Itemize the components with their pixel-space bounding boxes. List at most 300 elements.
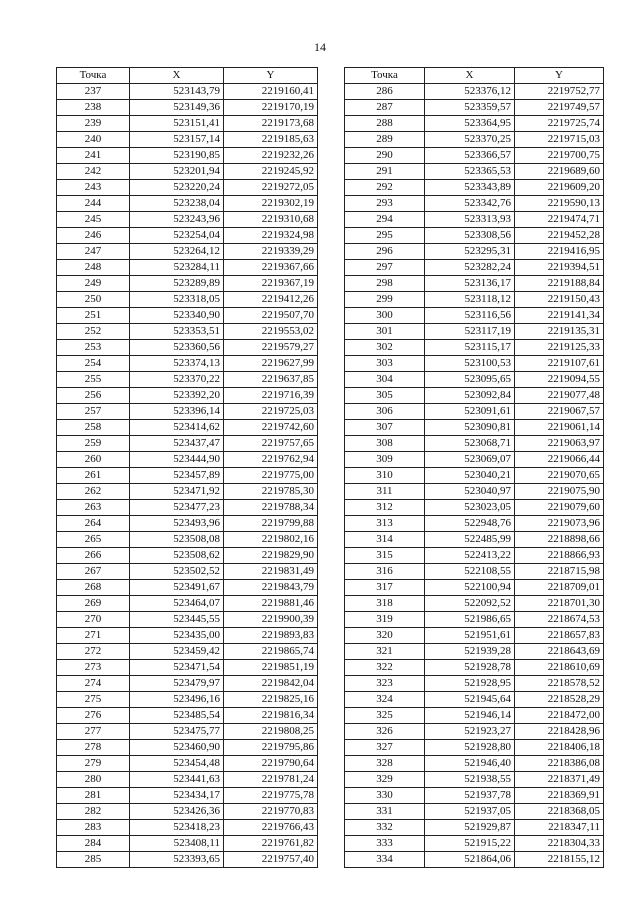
x-coordinate-cell: 523493,96 <box>130 516 224 532</box>
table-row <box>345 212 604 228</box>
y-coordinate-cell: 2219077,48 <box>515 388 604 404</box>
table-row <box>345 836 604 852</box>
table-row <box>57 532 318 548</box>
x-coordinate-cell: 523040,97 <box>425 484 515 500</box>
x-coordinate-cell: 522100,94 <box>425 580 515 596</box>
x-coordinate-cell: 523408,11 <box>130 836 224 852</box>
x-coordinate-cell: 523151,41 <box>130 116 224 132</box>
point-number-cell: 317 <box>345 580 425 596</box>
table-row <box>345 372 604 388</box>
y-coordinate-cell: 2218866,93 <box>515 548 604 564</box>
table-row <box>345 148 604 164</box>
table-row <box>345 244 604 260</box>
page-number: 14 <box>314 40 326 54</box>
point-number-cell: 313 <box>345 516 425 532</box>
table-row <box>57 628 318 644</box>
table-row <box>57 132 318 148</box>
x-coordinate-cell: 523437,47 <box>130 436 224 452</box>
header-x: X <box>425 68 515 84</box>
y-coordinate-cell: 2219637,85 <box>224 372 318 388</box>
point-number-cell: 275 <box>57 692 130 708</box>
x-coordinate-cell: 523201,94 <box>130 164 224 180</box>
point-number-cell: 300 <box>345 308 425 324</box>
point-number-cell: 273 <box>57 660 130 676</box>
point-number-cell: 296 <box>345 244 425 260</box>
x-coordinate-cell: 523343,89 <box>425 180 515 196</box>
header-point: Точка <box>345 68 425 84</box>
table-row <box>345 516 604 532</box>
table-row <box>57 516 318 532</box>
x-coordinate-cell: 523445,55 <box>130 612 224 628</box>
point-number-cell: 324 <box>345 692 425 708</box>
point-number-cell: 330 <box>345 788 425 804</box>
point-number-cell: 318 <box>345 596 425 612</box>
x-coordinate-cell: 521928,78 <box>425 660 515 676</box>
x-coordinate-cell: 523289,89 <box>130 276 224 292</box>
y-coordinate-cell: 2219188,84 <box>515 276 604 292</box>
table-row <box>57 452 318 468</box>
point-number-cell: 298 <box>345 276 425 292</box>
point-number-cell: 262 <box>57 484 130 500</box>
x-coordinate-cell: 521928,95 <box>425 676 515 692</box>
y-coordinate-cell: 2218155,12 <box>515 852 604 868</box>
x-coordinate-cell: 523157,14 <box>130 132 224 148</box>
x-coordinate-cell: 523374,13 <box>130 356 224 372</box>
table-row <box>57 548 318 564</box>
y-coordinate-cell: 2219842,04 <box>224 676 318 692</box>
table-row <box>57 836 318 852</box>
y-coordinate-cell: 2218709,01 <box>515 580 604 596</box>
point-number-cell: 282 <box>57 804 130 820</box>
table-row <box>345 196 604 212</box>
y-coordinate-cell: 2219107,61 <box>515 356 604 372</box>
x-coordinate-cell: 523282,24 <box>425 260 515 276</box>
table-row <box>57 292 318 308</box>
table-row <box>345 100 604 116</box>
x-coordinate-cell: 523308,56 <box>425 228 515 244</box>
point-number-cell: 312 <box>345 500 425 516</box>
y-coordinate-cell: 2219474,71 <box>515 212 604 228</box>
point-number-cell: 304 <box>345 372 425 388</box>
y-coordinate-cell: 2219367,66 <box>224 260 318 276</box>
y-coordinate-cell: 2219781,24 <box>224 772 318 788</box>
y-coordinate-cell: 2219851,19 <box>224 660 318 676</box>
table-header-row <box>57 68 318 84</box>
table-row <box>345 228 604 244</box>
table-row <box>345 612 604 628</box>
table-row <box>57 116 318 132</box>
point-number-cell: 305 <box>345 388 425 404</box>
x-coordinate-cell: 523485,54 <box>130 708 224 724</box>
table-row <box>57 212 318 228</box>
x-coordinate-cell: 523426,36 <box>130 804 224 820</box>
x-coordinate-cell: 521937,78 <box>425 788 515 804</box>
table-row <box>345 484 604 500</box>
table-row <box>345 452 604 468</box>
point-number-cell: 260 <box>57 452 130 468</box>
table-row <box>57 804 318 820</box>
x-coordinate-cell: 523477,23 <box>130 500 224 516</box>
x-coordinate-cell: 522485,99 <box>425 532 515 548</box>
table-row <box>57 820 318 836</box>
y-coordinate-cell: 2219831,49 <box>224 564 318 580</box>
y-coordinate-cell: 2219061,14 <box>515 420 604 436</box>
y-coordinate-cell: 2219135,31 <box>515 324 604 340</box>
point-number-cell: 253 <box>57 340 130 356</box>
x-coordinate-cell: 523508,08 <box>130 532 224 548</box>
point-number-cell: 314 <box>345 532 425 548</box>
x-coordinate-cell: 523479,97 <box>130 676 224 692</box>
x-coordinate-cell: 523464,07 <box>130 596 224 612</box>
point-number-cell: 320 <box>345 628 425 644</box>
x-coordinate-cell: 523100,53 <box>425 356 515 372</box>
table-row <box>57 740 318 756</box>
point-number-cell: 271 <box>57 628 130 644</box>
x-coordinate-cell: 523254,04 <box>130 228 224 244</box>
x-coordinate-cell: 523434,17 <box>130 788 224 804</box>
point-number-cell: 245 <box>57 212 130 228</box>
y-coordinate-cell: 2219412,26 <box>224 292 318 308</box>
x-coordinate-cell: 521938,55 <box>425 772 515 788</box>
y-coordinate-cell: 2219507,70 <box>224 308 318 324</box>
table-row <box>57 500 318 516</box>
point-number-cell: 242 <box>57 164 130 180</box>
table-row <box>345 708 604 724</box>
y-coordinate-cell: 2219232,26 <box>224 148 318 164</box>
x-coordinate-cell: 523496,16 <box>130 692 224 708</box>
table-row <box>57 260 318 276</box>
y-coordinate-cell: 2219272,05 <box>224 180 318 196</box>
y-coordinate-cell: 2218347,11 <box>515 820 604 836</box>
table-row <box>345 164 604 180</box>
y-coordinate-cell: 2219324,98 <box>224 228 318 244</box>
table-row <box>57 708 318 724</box>
table-row <box>345 292 604 308</box>
y-coordinate-cell: 2218369,91 <box>515 788 604 804</box>
table-row <box>57 772 318 788</box>
point-number-cell: 294 <box>345 212 425 228</box>
x-coordinate-cell: 523118,12 <box>425 292 515 308</box>
y-coordinate-cell: 2218386,08 <box>515 756 604 772</box>
x-coordinate-cell: 523435,00 <box>130 628 224 644</box>
table-row <box>57 436 318 452</box>
table-row <box>345 740 604 756</box>
x-coordinate-cell: 522092,52 <box>425 596 515 612</box>
x-coordinate-cell: 523366,57 <box>425 148 515 164</box>
table-row <box>57 84 318 100</box>
y-coordinate-cell: 2219070,65 <box>515 468 604 484</box>
point-number-cell: 248 <box>57 260 130 276</box>
point-number-cell: 263 <box>57 500 130 516</box>
y-coordinate-cell: 2219063,97 <box>515 436 604 452</box>
point-number-cell: 237 <box>57 84 130 100</box>
x-coordinate-cell: 523295,31 <box>425 244 515 260</box>
table-header-row <box>345 68 604 84</box>
x-coordinate-cell: 523116,56 <box>425 308 515 324</box>
y-coordinate-cell: 2218428,96 <box>515 724 604 740</box>
x-coordinate-cell: 523092,84 <box>425 388 515 404</box>
x-coordinate-cell: 523149,36 <box>130 100 224 116</box>
x-coordinate-cell: 521951,61 <box>425 628 515 644</box>
point-number-cell: 310 <box>345 468 425 484</box>
table-row <box>57 180 318 196</box>
point-number-cell: 241 <box>57 148 130 164</box>
table-row <box>57 596 318 612</box>
point-number-cell: 286 <box>345 84 425 100</box>
table-row <box>57 420 318 436</box>
point-number-cell: 328 <box>345 756 425 772</box>
table-row <box>57 372 318 388</box>
x-coordinate-cell: 521946,14 <box>425 708 515 724</box>
point-number-cell: 266 <box>57 548 130 564</box>
table-row <box>57 148 318 164</box>
point-number-cell: 288 <box>345 116 425 132</box>
x-coordinate-cell: 523418,23 <box>130 820 224 836</box>
x-coordinate-cell: 523095,65 <box>425 372 515 388</box>
y-coordinate-cell: 2218610,69 <box>515 660 604 676</box>
point-number-cell: 281 <box>57 788 130 804</box>
point-number-cell: 327 <box>345 740 425 756</box>
x-coordinate-cell: 523143,79 <box>130 84 224 100</box>
point-number-cell: 259 <box>57 436 130 452</box>
table-row <box>57 756 318 772</box>
y-coordinate-cell: 2219590,13 <box>515 196 604 212</box>
table-row <box>57 692 318 708</box>
x-coordinate-cell: 521937,05 <box>425 804 515 820</box>
x-coordinate-cell: 523353,51 <box>130 324 224 340</box>
point-number-cell: 279 <box>57 756 130 772</box>
y-coordinate-cell: 2218701,30 <box>515 596 604 612</box>
point-number-cell: 308 <box>345 436 425 452</box>
point-number-cell: 290 <box>345 148 425 164</box>
table-row <box>57 564 318 580</box>
table-row <box>345 548 604 564</box>
table-row <box>345 596 604 612</box>
table-row <box>345 388 604 404</box>
table-row <box>57 676 318 692</box>
point-number-cell: 246 <box>57 228 130 244</box>
x-coordinate-cell: 523475,77 <box>130 724 224 740</box>
y-coordinate-cell: 2219725,74 <box>515 116 604 132</box>
point-number-cell: 276 <box>57 708 130 724</box>
x-coordinate-cell: 523376,12 <box>425 84 515 100</box>
point-number-cell: 332 <box>345 820 425 836</box>
y-coordinate-cell: 2219173,68 <box>224 116 318 132</box>
table-row <box>57 580 318 596</box>
x-coordinate-cell: 523243,96 <box>130 212 224 228</box>
table-row <box>345 340 604 356</box>
x-coordinate-cell: 523454,48 <box>130 756 224 772</box>
x-coordinate-cell: 523444,90 <box>130 452 224 468</box>
y-coordinate-cell: 2219775,00 <box>224 468 318 484</box>
y-coordinate-cell: 2219079,60 <box>515 500 604 516</box>
table-row <box>345 532 604 548</box>
x-coordinate-cell: 521915,22 <box>425 836 515 852</box>
y-coordinate-cell: 2219150,43 <box>515 292 604 308</box>
point-number-cell: 293 <box>345 196 425 212</box>
y-coordinate-cell: 2218578,52 <box>515 676 604 692</box>
point-number-cell: 247 <box>57 244 130 260</box>
y-coordinate-cell: 2219339,29 <box>224 244 318 260</box>
y-coordinate-cell: 2219865,74 <box>224 644 318 660</box>
y-coordinate-cell: 2219185,63 <box>224 132 318 148</box>
point-number-cell: 250 <box>57 292 130 308</box>
point-number-cell: 315 <box>345 548 425 564</box>
x-coordinate-cell: 523313,93 <box>425 212 515 228</box>
header-point: Точка <box>57 68 130 84</box>
point-number-cell: 277 <box>57 724 130 740</box>
coordinates-table-right <box>344 67 604 868</box>
y-coordinate-cell: 2219367,19 <box>224 276 318 292</box>
table-row <box>345 676 604 692</box>
y-coordinate-cell: 2219310,68 <box>224 212 318 228</box>
point-number-cell: 291 <box>345 164 425 180</box>
table-row <box>345 116 604 132</box>
x-coordinate-cell: 523471,54 <box>130 660 224 676</box>
x-coordinate-cell: 523392,20 <box>130 388 224 404</box>
point-number-cell: 299 <box>345 292 425 308</box>
point-number-cell: 303 <box>345 356 425 372</box>
x-coordinate-cell: 523069,07 <box>425 452 515 468</box>
y-coordinate-cell: 2219816,34 <box>224 708 318 724</box>
point-number-cell: 272 <box>57 644 130 660</box>
x-coordinate-cell: 523238,04 <box>130 196 224 212</box>
table-row <box>345 276 604 292</box>
point-number-cell: 283 <box>57 820 130 836</box>
table-row <box>345 500 604 516</box>
table-row <box>345 644 604 660</box>
x-coordinate-cell: 523441,63 <box>130 772 224 788</box>
table-row <box>345 468 604 484</box>
x-coordinate-cell: 523318,05 <box>130 292 224 308</box>
point-number-cell: 301 <box>345 324 425 340</box>
y-coordinate-cell: 2219881,46 <box>224 596 318 612</box>
y-coordinate-cell: 2218643,69 <box>515 644 604 660</box>
table-row <box>57 324 318 340</box>
x-coordinate-cell: 523190,85 <box>130 148 224 164</box>
x-coordinate-cell: 522413,22 <box>425 548 515 564</box>
y-coordinate-cell: 2219066,44 <box>515 452 604 468</box>
y-coordinate-cell: 2219716,39 <box>224 388 318 404</box>
x-coordinate-cell: 523370,25 <box>425 132 515 148</box>
point-number-cell: 252 <box>57 324 130 340</box>
table-row <box>57 468 318 484</box>
table-row <box>345 308 604 324</box>
y-coordinate-cell: 2219829,90 <box>224 548 318 564</box>
table-row <box>57 164 318 180</box>
y-coordinate-cell: 2219825,16 <box>224 692 318 708</box>
table-row <box>57 612 318 628</box>
table-row <box>57 196 318 212</box>
x-coordinate-cell: 523414,62 <box>130 420 224 436</box>
x-coordinate-cell: 523491,67 <box>130 580 224 596</box>
point-number-cell: 243 <box>57 180 130 196</box>
table-row <box>57 276 318 292</box>
table-row <box>57 244 318 260</box>
table-row <box>345 692 604 708</box>
table-row <box>57 404 318 420</box>
point-number-cell: 322 <box>345 660 425 676</box>
table-row <box>57 228 318 244</box>
point-number-cell: 265 <box>57 532 130 548</box>
point-number-cell: 251 <box>57 308 130 324</box>
y-coordinate-cell: 2219757,65 <box>224 436 318 452</box>
y-coordinate-cell: 2218304,33 <box>515 836 604 852</box>
table-row <box>345 132 604 148</box>
table-row <box>57 340 318 356</box>
y-coordinate-cell: 2219245,92 <box>224 164 318 180</box>
header-y: Y <box>224 68 318 84</box>
point-number-cell: 325 <box>345 708 425 724</box>
point-number-cell: 295 <box>345 228 425 244</box>
y-coordinate-cell: 2219762,94 <box>224 452 318 468</box>
y-coordinate-cell: 2219795,86 <box>224 740 318 756</box>
point-number-cell: 270 <box>57 612 130 628</box>
header-x: X <box>130 68 224 84</box>
point-number-cell: 258 <box>57 420 130 436</box>
x-coordinate-cell: 523220,24 <box>130 180 224 196</box>
x-coordinate-cell: 523023,05 <box>425 500 515 516</box>
y-coordinate-cell: 2219141,34 <box>515 308 604 324</box>
point-number-cell: 249 <box>57 276 130 292</box>
table-row <box>345 356 604 372</box>
point-number-cell: 329 <box>345 772 425 788</box>
table-row <box>345 84 604 100</box>
x-coordinate-cell: 523068,71 <box>425 436 515 452</box>
table-row <box>345 564 604 580</box>
table-row <box>345 772 604 788</box>
x-coordinate-cell: 523040,21 <box>425 468 515 484</box>
table-row <box>345 324 604 340</box>
y-coordinate-cell: 2218371,49 <box>515 772 604 788</box>
table-row <box>57 484 318 500</box>
table-row <box>57 852 318 868</box>
y-coordinate-cell: 2218406,18 <box>515 740 604 756</box>
table-row <box>345 180 604 196</box>
table-row <box>345 788 604 804</box>
y-coordinate-cell: 2219802,16 <box>224 532 318 548</box>
point-number-cell: 321 <box>345 644 425 660</box>
y-coordinate-cell: 2219609,20 <box>515 180 604 196</box>
table-row <box>57 788 318 804</box>
x-coordinate-cell: 521864,06 <box>425 852 515 868</box>
y-coordinate-cell: 2219125,33 <box>515 340 604 356</box>
x-coordinate-cell: 523393,65 <box>130 852 224 868</box>
table-row <box>345 820 604 836</box>
x-coordinate-cell: 523340,90 <box>130 308 224 324</box>
y-coordinate-cell: 2219075,90 <box>515 484 604 500</box>
x-coordinate-cell: 521923,27 <box>425 724 515 740</box>
point-number-cell: 238 <box>57 100 130 116</box>
point-number-cell: 331 <box>345 804 425 820</box>
coordinates-table-left <box>56 67 318 868</box>
x-coordinate-cell: 521928,80 <box>425 740 515 756</box>
y-coordinate-cell: 2219689,60 <box>515 164 604 180</box>
y-coordinate-cell: 2219893,83 <box>224 628 318 644</box>
x-coordinate-cell: 521945,64 <box>425 692 515 708</box>
point-number-cell: 319 <box>345 612 425 628</box>
point-number-cell: 264 <box>57 516 130 532</box>
header-y: Y <box>515 68 604 84</box>
table-row <box>345 420 604 436</box>
x-coordinate-cell: 523359,57 <box>425 100 515 116</box>
point-number-cell: 269 <box>57 596 130 612</box>
x-coordinate-cell: 523264,12 <box>130 244 224 260</box>
table-row <box>345 260 604 276</box>
y-coordinate-cell: 2219749,57 <box>515 100 604 116</box>
y-coordinate-cell: 2219700,75 <box>515 148 604 164</box>
y-coordinate-cell: 2219799,88 <box>224 516 318 532</box>
